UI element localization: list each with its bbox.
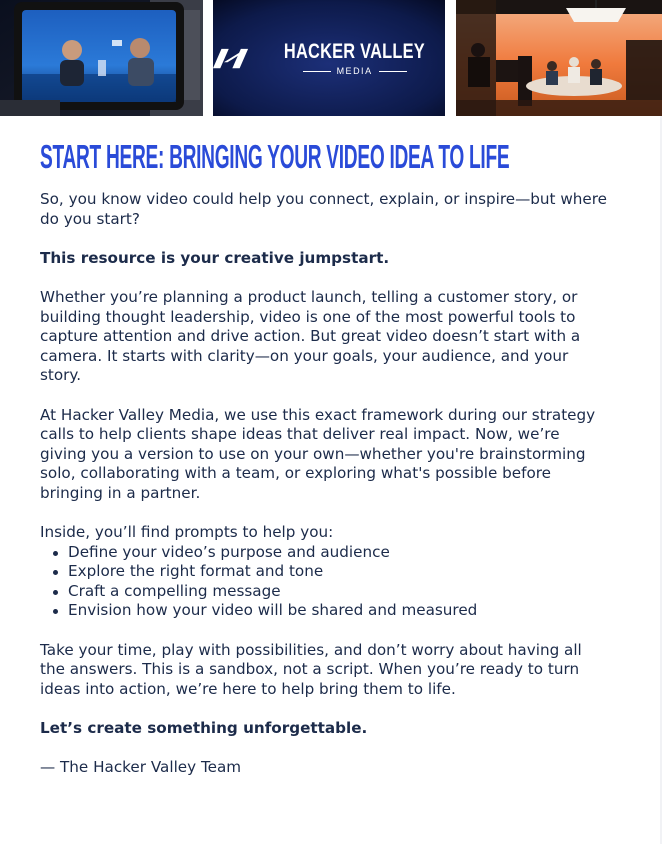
logo-rule-right [379, 71, 407, 72]
list-item: Envision how your video will be shared and measured [40, 601, 610, 621]
jumpstart-statement: This resource is your creative jumpstart. [40, 248, 390, 267]
header-image-strip [0, 0, 662, 116]
logo-panel [213, 0, 445, 116]
studio-set-photo [456, 0, 662, 116]
framework-paragraph: At Hacker Valley Media, we use this exact framework during our strategy calls to help clients shape ideas that deliver real impact. Now, we’re giving you a version to use on your own—whether you're brainstorming solo, collaborating with a team, or exploring what's possible before bringing in a partner. [40, 405, 596, 502]
logo-title: HACKER VALLEY [284, 40, 426, 63]
signature: — The Hacker Valley Team [40, 758, 242, 777]
purpose-paragraph: Whether you’re planning a product launch, telling a customer story, or building thought leadership, video is one of the most powerful tools to capture attention and drive action. But great video doesn’t start with a camera. It starts with clarity—on your goals, your audience, and your story. [40, 287, 581, 385]
hacker-valley-logo-icon [213, 39, 254, 77]
logo-subtitle: MEDIA [336, 66, 373, 76]
studio-monitor-photo [0, 0, 203, 116]
call-to-action: Let’s create something unforgettable. [40, 719, 368, 738]
page-title: START HERE: BRINGING YOUR VIDEO IDEA TO LIFE [40, 138, 510, 175]
list-item: Craft a compelling message [40, 582, 610, 602]
list-item: Explore the right format and tone [40, 562, 610, 582]
list-item: Define your video’s purpose and audience [40, 543, 610, 563]
logo-rule-left [303, 71, 331, 72]
document-body [40, 190, 610, 797]
intro-paragraph: So, you know video could help you connect, explain, or inspire—but where do you start? [40, 190, 607, 228]
inside-label: Inside, you’ll find prompts to help you: [40, 523, 334, 542]
closing-paragraph: Take your time, play with possibilities, and don’t worry about having all the answers. This is a sandbox, not a script. When you’re ready to turn ideas into action, we’re here to help bring them to life. [40, 640, 582, 698]
prompt-list [40, 543, 610, 621]
